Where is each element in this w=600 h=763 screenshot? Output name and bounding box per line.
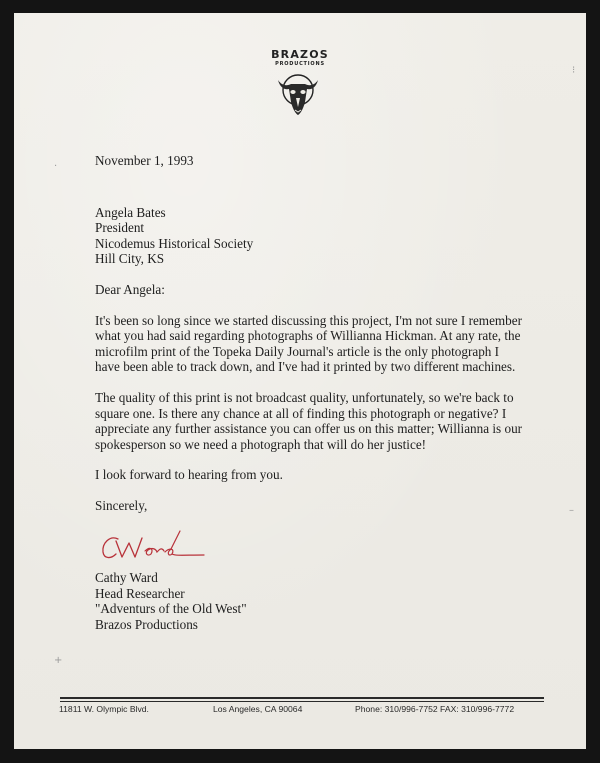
registration-mark-icon: ⁝ bbox=[572, 65, 576, 76]
footer-rule bbox=[60, 701, 544, 702]
salutation: Dear Angela: bbox=[95, 281, 165, 297]
recipient-name: Angela Bates bbox=[95, 204, 166, 220]
recipient-title: President bbox=[95, 220, 145, 236]
letter-page bbox=[14, 13, 586, 749]
company-logo-name: BRAZOS bbox=[271, 48, 329, 61]
recipient-location: Hill City, KS bbox=[95, 251, 165, 267]
footer-city: Los Angeles, CA 90064 bbox=[213, 704, 303, 714]
footer-address: 11811 W. Olympic Blvd. bbox=[59, 704, 149, 714]
letter-body bbox=[95, 153, 525, 514]
registration-mark-icon: – bbox=[569, 505, 574, 516]
sender-title: Head Researcher bbox=[95, 585, 185, 601]
registration-mark-icon: · bbox=[54, 161, 58, 172]
steer-skull-icon bbox=[274, 68, 322, 118]
paragraph: The quality of this print is not broadcast quality, unfortunately, so we're back to square one. Is there any chance at all of finding this photograph or negative? I appreciate any further assistance you can offer us on this matter; Willianna is our spokesperson so we need a photograph that will do her justice! bbox=[95, 389, 523, 452]
paragraph: It's been so long since we started discussing this project, I'm not sure I remember what you had said regarding photographs of Willianna Hickman. At any rate, the microfilm print of the Topeka Daily Journal's article is the only photograph I have been able to track down, and I've had it printed by two different machines. bbox=[95, 312, 523, 375]
paragraph: I look forward to hearing from you. bbox=[95, 467, 283, 483]
handwritten-signature bbox=[98, 525, 208, 570]
sender-name: Cathy Ward bbox=[95, 570, 158, 585]
footer-rule bbox=[60, 697, 544, 699]
sender-project: "Adventurs of the Old West" bbox=[95, 601, 247, 617]
letter-date: November 1, 1993 bbox=[95, 153, 194, 168]
recipient-organization: Nicodemus Historical Society bbox=[95, 235, 254, 251]
signature-block bbox=[95, 570, 247, 632]
sender-company: Brazos Productions bbox=[95, 616, 198, 632]
registration-mark-icon: + bbox=[54, 655, 63, 666]
closing: Sincerely, bbox=[95, 497, 148, 513]
footer-phone-fax: Phone: 310/996-7752 FAX: 310/996-7772 bbox=[355, 704, 515, 714]
company-logo-subtitle: PRODUCTIONS bbox=[275, 61, 325, 67]
